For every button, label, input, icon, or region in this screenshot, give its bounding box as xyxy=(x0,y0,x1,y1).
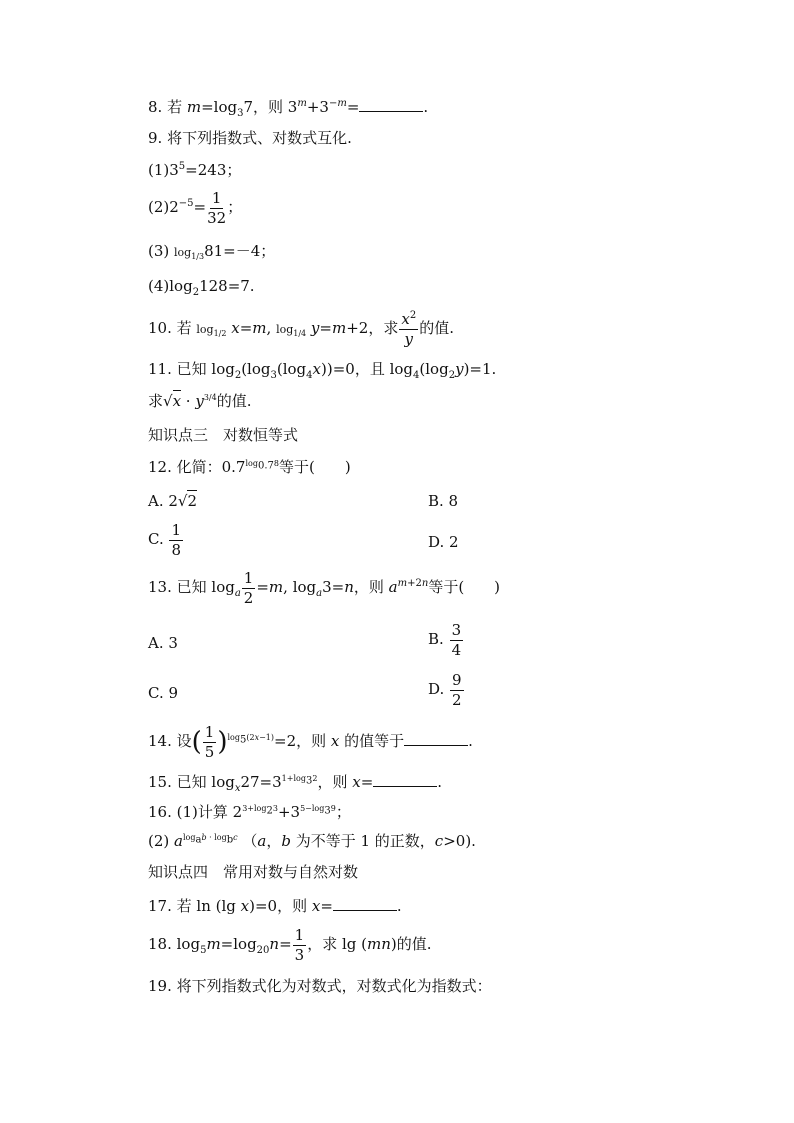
question-16-1: 16. (1)计算 $2^{3+log_23}+3^{5-log_39}$； xyxy=(148,803,351,821)
question-19: 19. 将下列指数式化为对数式，对数式化为指数式： xyxy=(148,977,492,995)
question-13-option-a: A. 3 xyxy=(148,634,178,652)
question-17: 17. 若 ln (lg x)=0，则 x= . xyxy=(148,897,402,915)
question-12-option-d: D. 2 xyxy=(428,533,459,551)
question-10: 10. 若 $\log_{1/2} x=m$, $\log_{1/4} y=m+2$，求 $\frac{x^2}{y}$ 的值. xyxy=(148,310,454,348)
question-16-2: (2) $a^{log_ab \cdot log_bc}$ （a，b 为不等于 1 的正数，c>0). xyxy=(148,832,476,850)
question-13-option-b: B. $\frac{3}{4}$ xyxy=(428,621,462,659)
question-11-line-1: 11. 已知 $\log_2(\log_3(\log_4x))=0$，且 $\log_4(\log_2y)=1$. xyxy=(148,360,497,381)
question-14: 14. 设( $\frac{1}{5}$ )$^{log_5(2x-1)}$=2，则 x 的值等于 . xyxy=(148,723,473,761)
question-9: 9. 将下列指数式、对数式互化. xyxy=(148,129,352,147)
question-12-option-b: B. 8 xyxy=(428,492,459,510)
question-11-line-2: 求$√x \cdot y^{3/4}$的值. xyxy=(148,392,252,410)
question-13-option-c: C. 9 xyxy=(148,684,179,702)
question-12: 12. 化简：$0.7^{log_{0.7}8}$等于( ) xyxy=(148,458,351,476)
question-15: 15. 已知 $\log_x27=3^{1+log_32}$，则 x= . xyxy=(148,773,443,794)
section-3-heading: 知识点三 对数恒等式 xyxy=(148,426,299,444)
question-13: 13. 已知 $\log_a$ $\frac{1}{2}$ =m, $\log_a3=n$，则 $a^{m+2n}$等于( ) xyxy=(148,569,501,607)
question-9-2: $(2)2^{-5}=$ $\frac{1}{32}$ ； xyxy=(148,189,243,227)
question-9-4: $(4)\log_2128=7$. xyxy=(148,277,255,298)
question-9-3: (3) $\log_{1/3}81=-4$； xyxy=(148,242,276,261)
question-8: 8. 若 $m=\log_37$，则 $3^m+3^{-m}=$ . xyxy=(148,98,429,119)
section-4-heading: 知识点四 常用对数与自然对数 xyxy=(148,863,359,881)
question-18: 18. $\log_5m=\log_{20}n=$ $\frac{1}{3}$ ，求 lg (mn)的值. xyxy=(148,926,432,964)
question-12-option-a: A. 2√2 xyxy=(148,492,198,510)
question-12-option-c: C. $\frac{1}{8}$ xyxy=(148,521,182,559)
question-13-option-d: D. $\frac{9}{2}$ xyxy=(428,671,462,709)
question-9-1: $(1)3^5=243$； xyxy=(148,161,242,179)
